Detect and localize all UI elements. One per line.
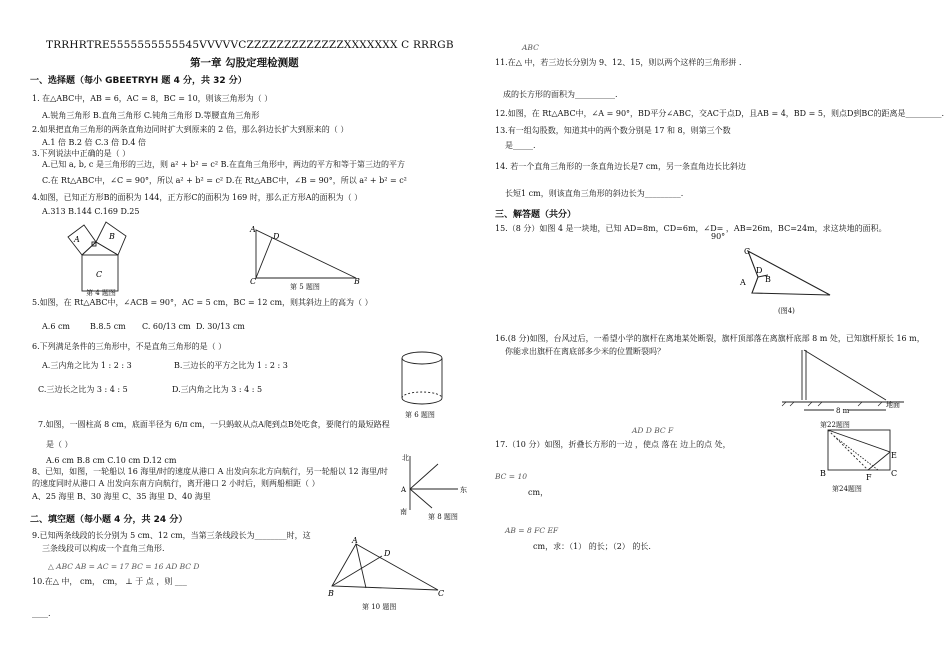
question-4-options: A.313 B.144 C.169 D.25 <box>42 207 140 216</box>
square-c-label: C <box>96 270 103 279</box>
svg-text:A: A <box>250 225 256 234</box>
figure-22-flagpole <box>782 340 912 420</box>
question-3: 3.下列说法中正确的是（ ） <box>32 149 131 158</box>
question-17-bc: BC = 10 <box>495 472 527 481</box>
question-13-tail: 是_____. <box>505 141 536 150</box>
figure-22-caption: 第22题图 <box>820 421 850 429</box>
question-5-option-b: B.8.5 cm <box>90 322 126 331</box>
svg-text:C: C <box>891 469 898 478</box>
figure-8-caption: 第 8 题图 <box>428 513 458 521</box>
question-10-formula: △ ABC AB = AC = 17 BC = 16 AD BC D <box>48 562 200 571</box>
question-5: 5.如图，在 Rt△ABC中，∠ACB = 90°，AC = 5 cm，BC = 12 cm，则其斜边上的高为（ ） <box>32 298 373 307</box>
svg-text:D: D <box>756 266 763 275</box>
figure-6-caption: 第 6 题图 <box>405 411 435 419</box>
question-17: 17.（10 分）如图，折叠长方形的一边 ，使点 落在 边上的点 处， <box>495 440 731 449</box>
question-2-options: A.1 倍 B.2 倍 C.3 倍 D.4 倍 <box>42 138 146 147</box>
distance-label: 8 m <box>836 407 850 415</box>
svg-text:A: A <box>352 536 358 545</box>
figure-10-triangle <box>322 536 447 602</box>
figure-8-compass <box>398 452 468 514</box>
svg-text:B: B <box>765 275 771 284</box>
svg-text:D: D <box>384 549 391 558</box>
question-6-d: D.三内角之比为 3 : 4 : 5 <box>172 385 263 394</box>
question-17-ab: AB = 8 FC EF <box>505 526 559 535</box>
port-a-label: A <box>401 486 407 494</box>
square-a-label: A <box>74 235 80 244</box>
question-11: 11.在△ 中，若三边长分别为 9、12、15，则以两个这样的三角形拼 ． <box>495 58 747 67</box>
figure-5-triangle <box>248 226 363 284</box>
question-1-options: A.锐角三角形 B.直角三角形 C.钝角三角形 D.等腰直角三角形 <box>42 111 260 120</box>
question-8-options: A、25 海里 B、30 海里 C、35 海里 D、40 海里 <box>32 492 211 501</box>
square-b-label: B <box>109 232 115 241</box>
question-11-tail: 成的长方形的面积为__________. <box>503 90 618 99</box>
svg-text:B: B <box>820 469 826 478</box>
figure-15-land <box>736 245 836 301</box>
svg-text:F: F <box>866 473 872 482</box>
question-12: 12.如图，在 Rt△ABC中，∠A = 90°，BD平分∠ABC，交AC于点D，且AB = 4，BD = 5，则点D到BC的距离是_________. <box>495 109 945 118</box>
question-5-option-c: C. 60/13 cm <box>142 322 191 331</box>
question-10: 10.在△ 中， cm， cm， ⊥ 于 点 ，则 ___ <box>32 577 187 586</box>
question-13: 13.有一组勾股数，知道其中的两个数分别是 17 和 8，则第三个数 <box>495 126 731 135</box>
question-16: 16.(8 分)如图，台风过后，一希望小学的旗杆在离地某处断裂，旗杆顶部落在离旗杆底部 8 m 处，已知旗杆原长 16 m， <box>495 334 925 343</box>
question-14-tail: 长短1 cm，则该直角三角形的斜边长为_________. <box>505 189 684 198</box>
header-line: TRRHRTRE5555555555545VVVVVCZZZZZZZZZZZZZXXXXXXX C RRRGB <box>46 39 454 51</box>
section-solve: 三、解答题（共分） <box>495 210 577 220</box>
question-2: 2.如果把直角三角形的两条直角边同时扩大到原来的 2 倍，那么斜边长扩大到原来的（ ） <box>32 125 349 134</box>
svg-text:D: D <box>273 232 280 241</box>
svg-text:C: C <box>744 247 751 256</box>
svg-text:C: C <box>438 589 445 598</box>
question-6-b: B.三边长的平方之比为 1 : 2 : 3 <box>174 361 288 370</box>
question-15-angle: 90° <box>711 232 726 241</box>
question-7: 7.如图，一圆柱高 8 cm，底面半径为 6/π cm，一只蚂蚁从点A爬到点B处吃食，要爬行的最短路程 <box>38 420 390 429</box>
question-10-tail: ____. <box>32 609 51 618</box>
question-7-tail: 是（ ） <box>46 440 73 449</box>
question-9-tail: 三条线段可以构成一个直角三角形. <box>42 544 165 553</box>
question-6-a: A.三内角之比为 1 : 2 : 3 <box>42 361 132 370</box>
question-15: 15.（8 分）如图 4 是一块地，已知 AD=8m，CD=6m，∠D= ，AB=26m，BC=24m，求这块地的面积。 <box>495 224 887 233</box>
question-4: 4.如图，已知正方形B的面积为 144，正方形C的面积为 169 时，那么正方形A的面积为（ ） <box>32 193 363 202</box>
question-5-option-d: D. 30/13 cm <box>196 322 245 331</box>
question-7-options: A.6 cm B.8 cm C.10 cm D.12 cm <box>46 456 177 465</box>
question-14: 14. 若一个直角三角形的一条直角边长是7 cm，另一条直角边长比斜边 <box>495 162 746 171</box>
ground-label: 地面 <box>886 401 900 409</box>
question-5-option-a: A.6 cm <box>42 322 71 331</box>
question-6-c: C.三边长之比为 3 : 4 : 5 <box>38 385 128 394</box>
south-label: 南 <box>400 508 407 516</box>
figure-4-squares <box>62 222 142 297</box>
question-3-cd: C.在 Rt△ABC中，∠C = 90°，所以 a² + b² = c² D.在 Rt△ABC中，∠B = 90°，所以 a² + b² = c² <box>42 176 407 185</box>
question-16-tail: 你能求出旗杆在离底部多少米的位置断裂吗？ <box>505 347 665 356</box>
figure-10-caption: 第 10 题图 <box>362 603 397 611</box>
svg-text:E: E <box>891 451 897 460</box>
section-choice: 一、选择题（每小 GBEETRYH 题 4 分，共 32 分） <box>30 76 247 86</box>
figure-4-caption: 第 4 题图 <box>86 289 116 297</box>
question-17-ask: cm，求：（1） 的长；（2） 的长. <box>533 542 651 551</box>
figure-6-cylinder <box>398 350 448 410</box>
section-fill: 二、填空题（每小题 4 分，共 24 分） <box>30 515 188 525</box>
question-8-tail: 的速度同时从港口 A 出发向东南方向航行，离开港口 2 小时后，则两船相距（ ） <box>32 479 320 488</box>
question-6: 6.下列满足条件的三角形中，不是直角三角形的是（ ） <box>32 342 227 351</box>
figure-15-caption: (图4) <box>778 307 795 315</box>
page-title: 第一章 勾股定理检测题 <box>190 57 299 69</box>
question-1: 1. 在△ABC中，AB = 6，AC = 8，BC = 10，则该三角形为（ ） <box>32 94 273 103</box>
question-17-cm: cm， <box>528 488 549 497</box>
svg-text:A: A <box>740 278 746 287</box>
question-3-ab: A.已知 a, b, c 是三角形的三边，则 a² + b² = c² B.在直角三角形中，两边的平方和等于第三边的平方 <box>42 160 406 169</box>
east-label: 东 <box>460 486 467 494</box>
question-8: 8、已知，如图，一轮船以 16 海里/时的速度从港口 A 出发向东北方向航行，另一轮船以 12 海里/时 <box>32 467 388 476</box>
svg-text:B: B <box>354 277 360 286</box>
question-11-abc: ABC <box>522 43 539 52</box>
svg-text:B: B <box>328 589 334 598</box>
north-label: 北 <box>402 454 409 462</box>
question-17-letters: AD D BC F <box>632 426 674 435</box>
figure-24-rectangle <box>818 426 900 482</box>
figure-24-caption: 第24题图 <box>832 485 862 493</box>
svg-text:C: C <box>250 277 257 286</box>
question-9: 9.已知两条线段的长分别为 5 cm、12 cm，当第三条线段长为________时，这 <box>32 531 311 540</box>
figure-5-caption: 第 5 题图 <box>290 283 320 291</box>
